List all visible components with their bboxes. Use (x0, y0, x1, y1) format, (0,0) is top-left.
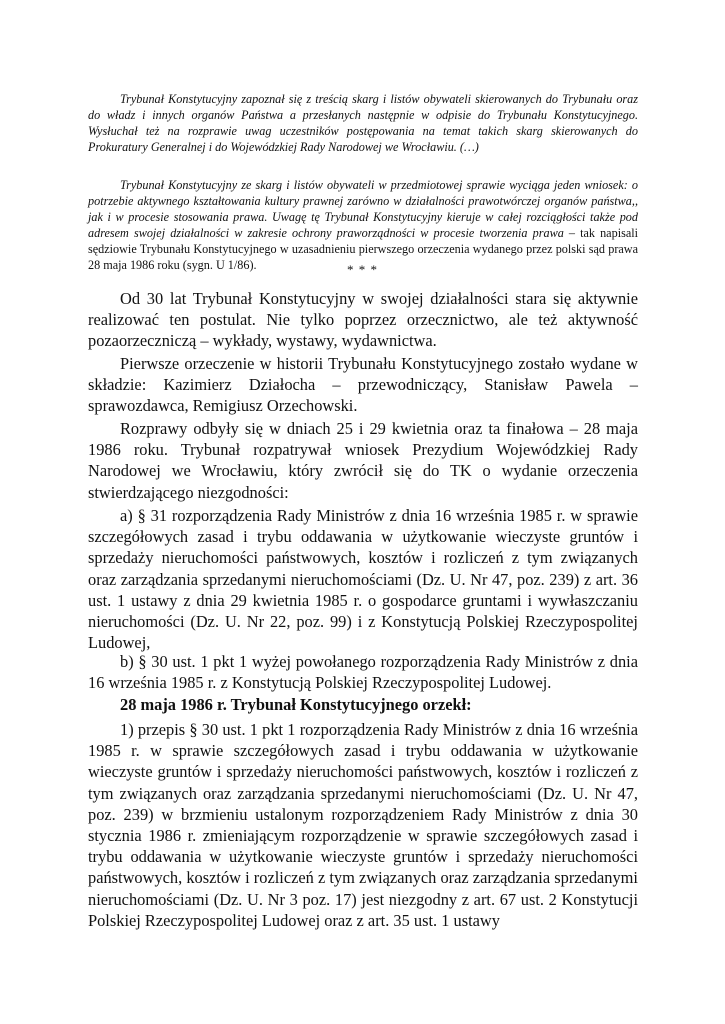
quote-attribution-text: – tak napisali sędziowie Trybunału Konstytucyjnego w uzasadnieniu pierwszego orzeczenia wydanego przez polski sąd prawa 28 maja 1986 roku (sygn. U 1/86). (88, 225, 639, 272)
section-separator: * * * (347, 262, 378, 277)
quote-paragraph-1: Trybunał Konstytucyjny zapoznał się z treścią skarg i listów obywateli skierowanych do Trybunału oraz do władz i innych organów Państwa a przesłanych następnie w odpisie do Trybunału Konstytucyjnego. Wysłuchał też na rozprawie uwag uczestników postępowania na temat takich skarg skierowanych do Prokuratury Generalnej i do Wojewódzkiej Rady Narodowej we Wrocławiu. (…) (88, 92, 638, 154)
ruling-heading: 28 maja 1986 r. Trybunał Konstytucyjnego orzekł: (120, 695, 472, 714)
quote-italic-text: Trybunał Konstytucyjny ze skarg i listów obywateli w przedmiotowej sprawie wyciąga jeden wniosek: o potrzebie aktywnego kształtowania kultury prawnej zarówno w działalności prawotwórczej organów państwa,, jak i w procesie stosowania prawa. Uwagę tę Trybunał Konstytucyjny kieruje w całej rozciągłości także pod adresem swojej działalności w zakresie ochrony praworządności w procesie tworzenia prawa (88, 178, 638, 240)
body-paragraph-1: Od 30 lat Trybunał Konstytucyjny w swojej działalności stara się aktywnie realizować ten postulat. Nie tylko poprzez orzecznictwo, ale też aktywność pozaorzeczniczą – wykłady, wystawy, wydawnictwa. (88, 289, 638, 351)
body-paragraph-3: Rozprawy odbyły się w dniach 25 i 29 kwietnia oraz ta finałowa – 28 maja 1986 roku. Trybunał rozpatrywał wniosek Prezydium Wojewódzkiej Rady Narodowej we Wrocławiu, który zwrócił się do TK o wydanie orzeczenia stwierdzającego niezgodności: (88, 419, 638, 502)
body-paragraph-5: b) § 30 ust. 1 pkt 1 wyżej powołanego rozporządzenia Rady Ministrów z dnia 16 września 1985 r. z Konstytucją Polskiej Rzeczypospolitej Ludowej. (88, 652, 638, 693)
body-paragraph-4: a) § 31 rozporządzenia Rady Ministrów z dnia 16 września 1985 r. w sprawie szczegółowych zasad i trybu oddawania w użytkowanie wieczyste gruntów i sprzedaży nieruchomości państwowych, kosztów i rozliczeń z tym związanych oraz zarządzania sprzedanymi nieruchomościami (Dz. U. Nr 47, poz. 239) z art. 36 ust. 1 ustawy z dnia 29 kwietnia 1985 r. o gospodarce gruntami i wywłaszczaniu nieruchomości (Dz. U. Nr 22, poz. 99) i z Konstytucją Polskiej Rzeczypospolitej Ludowej, (88, 506, 638, 653)
quote-paragraph-2 (88, 178, 638, 273)
body-paragraph-2: Pierwsze orzeczenie w historii Trybunału Konstytucyjnego zostało wydane w składzie: Kazimierz Działocha – przewodniczący, Stanisław Pawela – sprawozdawca, Remigiusz Orzechowski. (88, 354, 638, 416)
body-paragraph-6: 1) przepis § 30 ust. 1 pkt 1 rozporządzenia Rady Ministrów z dnia 16 września 1985 r. w sprawie szczegółowych zasad i trybu oddawania w użytkowanie wieczyste gruntów i sprzedaży nieruchomości państwowych, kosztów i rozliczeń z tym związanych oraz zarządzania sprzedanymi nieruchomościami (Dz. U. Nr 47, poz. 239) w brzmieniu ustalonym rozporządzeniem Rady Ministrów z dnia 30 stycznia 1986 r. zmieniającym rozporządzenie w sprawie szczegółowych zasad i trybu oddawania w użytkowanie wieczyste gruntów i sprzedaży nieruchomości państwowych, kosztów i rozliczeń z tym związanych oraz zarządzania sprzedanymi nieruchomościami (Dz. U. Nr 3 poz. 17) jest niezgodny z art. 67 ust. 2 Konstytucji Polskiej Rzeczypospolitej Ludowej oraz z art. 35 ust. 1 ustawy (88, 720, 638, 930)
